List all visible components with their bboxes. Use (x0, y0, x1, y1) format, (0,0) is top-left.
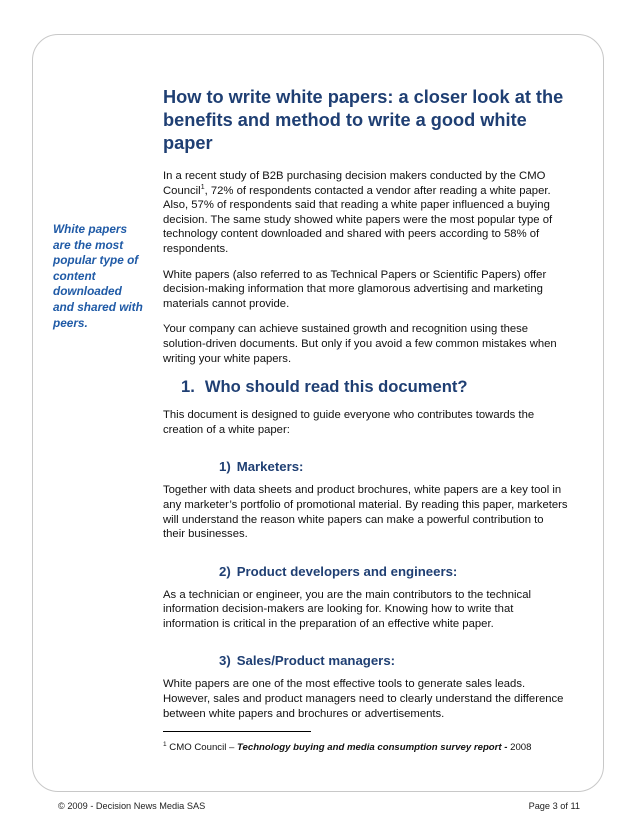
footnote-source: CMO Council – (169, 742, 235, 754)
intro-paragraph (163, 169, 568, 257)
intro-text-1: In a recent study of B2B purchasing decision makers conducted by the CMO Council (163, 170, 546, 197)
developers-paragraph: As a technician or engineer, you are the main contributors to the technical information decision-makers are looking for. Knowing how to write that information is critical in the preparation of an effective white paper. (163, 588, 531, 630)
subheading-marketers (219, 459, 568, 475)
section-heading-who-should-read (181, 377, 568, 397)
subheading-number: 3) (219, 653, 231, 669)
subheading-sales (219, 653, 568, 669)
subheading-number: 1) (219, 459, 231, 475)
subheading-developers (219, 564, 568, 580)
sales-paragraph: White papers are one of the most effective tools to generate sales leads. However, sales and product managers need to clearly understand the difference between white papers and brochures or advertisements. (163, 678, 564, 720)
section-intro: This document is designed to guide everyone who contributes towards the creation of a white paper: (163, 409, 535, 436)
footer-page-number: Page 3 of 11 (528, 801, 580, 811)
paragraph-definition: White papers (also referred to as Technical Papers or Scientific Papers) offer decision-making information that more glamorous advertising and marketing materials cannot provide. (163, 268, 547, 310)
section-heading-text: Who should read this document? (204, 377, 468, 397)
footnote-year: 2008 (510, 742, 532, 754)
page-title: How to write white papers: a closer look at the benefits and method to write a good white paper (163, 87, 564, 153)
footnote-title: Technology buying and media consumption survey report - (237, 742, 508, 754)
page-footer (58, 801, 580, 811)
footnote (163, 738, 583, 754)
footnote-marker: 1 (163, 741, 167, 748)
subheading-number: 2) (219, 563, 231, 579)
footnote-ref[interactable]: 1 (200, 183, 205, 191)
sidebar-callout: White papers are the most popular type of content downloaded and shared with peers. (53, 222, 143, 330)
marketers-paragraph: Together with data sheets and product brochures, white papers are a key tool in any marketer’s portfolio of promotional material. By reading this paper, marketers will understand the reason white papers can make a powerful contribution to their businesses. (163, 484, 568, 541)
footer-copyright: © 2009 - Decision News Media SAS (58, 801, 206, 811)
intro-text-2: , 72% of respondents contacted a vendor after reading a white paper. Also, 57% of respondents said that reading a white paper influenced a buying decision. The same study showed white papers were the most popular type of technology content downloaded and shared with peers according to 58% of respondents. (163, 184, 553, 255)
main-content (163, 86, 568, 732)
paragraph-growth: Your company can achieve sustained growth and recognition using these solution-driven documents. But only if you avoid a few common mistakes when writing your white papers. (163, 323, 557, 365)
subheading-text: Sales/Product managers: (236, 653, 396, 669)
subheading-text: Marketers: (236, 459, 304, 475)
footnote-divider (163, 731, 311, 732)
subheading-text: Product developers and engineers: (236, 563, 458, 579)
section-number: 1. (181, 377, 195, 397)
